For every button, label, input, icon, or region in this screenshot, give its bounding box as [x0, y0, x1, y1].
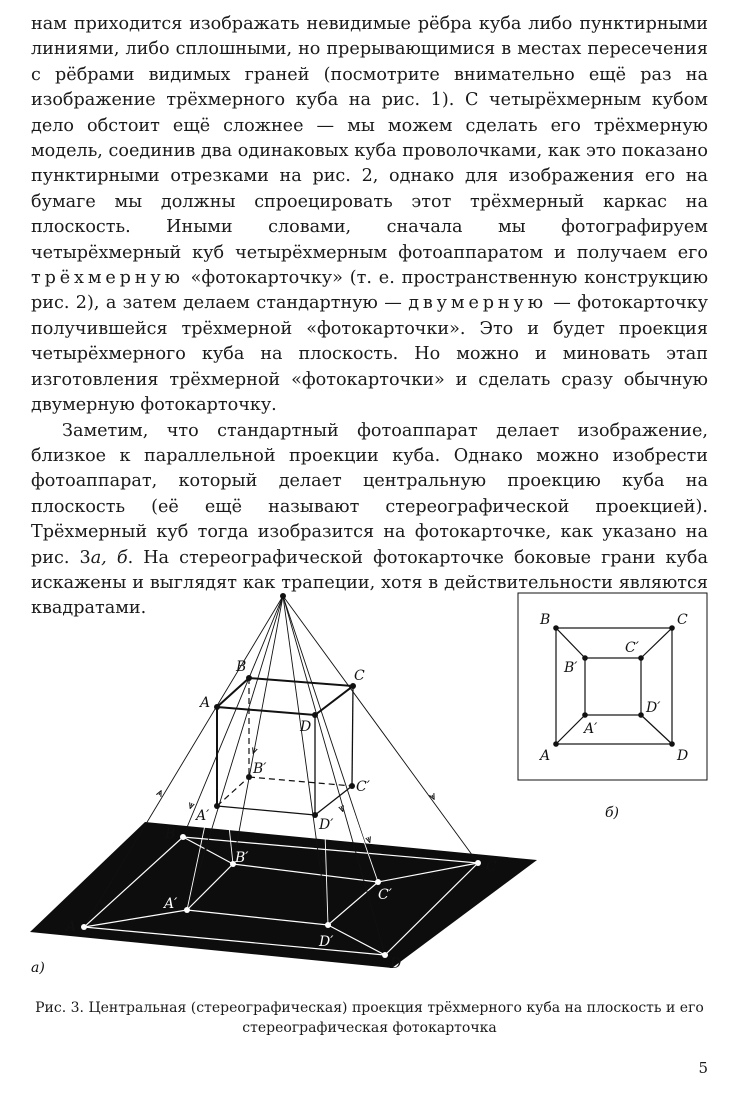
label-c-prime: C′ [356, 779, 370, 795]
stereographic-photo [556, 628, 672, 744]
b-label-a-prime: A′ [584, 721, 598, 737]
plane-label-b-prime: B′ [235, 850, 249, 866]
paragraph-2: Заметим, что стандартный фотоаппарат делает изображение, близкое к параллельной проекции куба. Однако можно изобрести фотоаппарат, который делает центральную проекцию куба на плоскость (её ещё называют стереографической проекцией). Трёхмерный куб тогда изобразится на фотокарточке, как указано на рис. 3а, б. На стереографической фотокарточке боковые грани куба искажены и выглядят как трапеции, хотя в действительности являются квадратами. [31, 420, 708, 619]
label-a-prime: A′ [196, 808, 210, 824]
label-d: D [300, 719, 312, 735]
b-label-b-prime: B′ [564, 660, 578, 676]
body-text [31, 12, 708, 622]
cube-vertices [214, 593, 356, 818]
label-d-prime: D′ [319, 817, 334, 833]
emphasis-2d: двумерную [408, 293, 547, 314]
b-label-c: C [677, 612, 688, 628]
figure-caption: Рис. 3. Центральная (стереографическая) проекция трёхмерного куба на плоскость и его стереографическая фотокарточка [35, 1000, 704, 1036]
plane-label-c: C [486, 859, 497, 875]
b-label-c-prime: C′ [625, 640, 639, 656]
paragraph-1: нам приходится изображать невидимые рёбра куба либо пунктирными линиями, либо сплошными, но прерывающимися в местах пересечения с рёбрами видимых граней (посмотрите внимательно ещё раз на изображение трёхмерного куба на рис. 1). С четырёхмерным кубом дело обстоит ещё сложнее — мы можем сделать его трёхмерную модель, соединив два одинаковых куба проволочками, как это показано пунктирными отрезками на рис. 2, однако для изображения его на бумаге мы должны спроецировать этот трёхмерный каркас на плоскость. Иными словами, сначала мы фотографируем четырёхмерный куб четырёхмерным фотоаппаратом и получаем его трёхмерную «фотокарточку» (т. е. пространственную конструкцию рис. 2), а затем делаем стандартную — двумерную — фотокарточку получившейся трёхмерной «фотокарточки». Это и будет проекция четырёхмерного куба на плоскость. Но можно и миновать этап изготовления трёхмерной «фотокарточки» и сделать сразу обычную двумерную фотокарточку. [31, 14, 709, 416]
panel-b-label: б) [605, 805, 620, 821]
b-label-d: D [677, 748, 689, 764]
b-label-a: A [540, 748, 551, 764]
plane-label-b: B [165, 826, 176, 842]
figure-3 [0, 585, 739, 985]
label-c: C [354, 668, 365, 684]
page-number: 5 [698, 1059, 708, 1077]
emphasis-3d: трёхмерную [31, 268, 184, 289]
plane-label-a-prime: A′ [164, 896, 178, 912]
panel-a-label: а) [31, 960, 45, 976]
label-b-prime: B′ [253, 761, 267, 777]
plane-label-a: A [66, 919, 77, 935]
label-b: B [236, 659, 247, 675]
label-a: A [200, 695, 211, 711]
b-label-b: B [540, 612, 551, 628]
plane-label-d-prime: D′ [319, 934, 334, 950]
b-label-d-prime: D′ [646, 700, 661, 716]
plane-label-d: D [390, 956, 402, 972]
figure-reference: а, б [90, 547, 128, 568]
plane-label-c-prime: C′ [378, 887, 392, 903]
